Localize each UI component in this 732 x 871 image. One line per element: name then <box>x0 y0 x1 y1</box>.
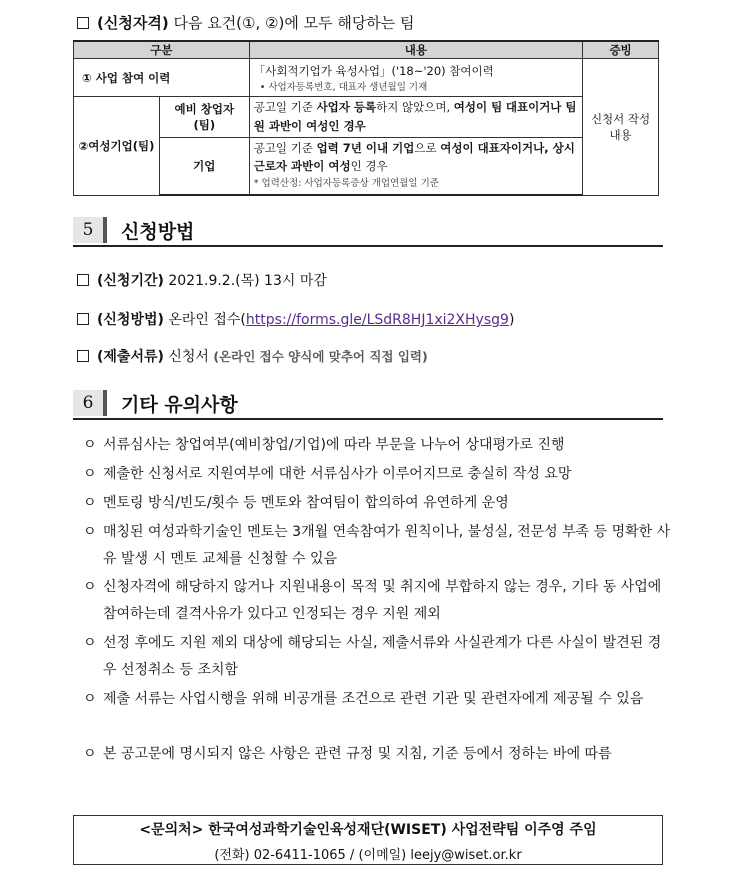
bullet-icon: ㅇ <box>83 437 97 453</box>
list-item <box>83 519 673 573</box>
table-row <box>74 97 659 138</box>
section-5-header <box>73 215 663 247</box>
row2-content2 <box>249 138 582 196</box>
row1-content: 「사회적기업가 육성사업」('18~'20) 참여이력 <box>253 63 494 78</box>
list-item-text: 멘토링 방식/빈도/횟수 등 멘토와 참여팀이 합의하여 유연하게 운영 <box>103 495 509 511</box>
header-content: 내용 <box>249 41 582 59</box>
row2-note: * 업력산정: 사업자등록증상 개업연월일 기준 <box>253 178 439 189</box>
item-text: ) <box>508 312 515 328</box>
item-label: (제출서류) <box>97 349 164 365</box>
content1-part: 하지 않았으며, <box>376 100 451 114</box>
list-item <box>83 432 673 459</box>
section-number: 5 <box>73 217 107 243</box>
row1-content-cell <box>249 59 582 97</box>
bullet-icon: ㅇ <box>83 466 97 482</box>
eligibility-label: (신청자격) <box>97 14 169 32</box>
form-link[interactable]: https://forms.gle/LSdR8HJ1xi2XHysg9 <box>245 312 509 328</box>
checkbox-square-icon <box>77 313 89 325</box>
list-item <box>83 686 673 713</box>
row1-category: ① 사업 참여 이력 <box>74 59 250 97</box>
list-item-text: 신청자격에 해당하지 않거나 지원내용이 목적 및 취지에 부합하지 않는 경우, 기타 동 사업에 참여하는데 결격사유가 있다고 인정되는 경우 지원 제외 <box>103 579 662 622</box>
evidence-cell: 신청서 작성내용 <box>583 59 659 196</box>
eligibility-table <box>73 40 659 196</box>
list-item <box>83 574 673 628</box>
row1-note: • 사업자등록번호, 대표자 생년월일 기재 <box>259 81 428 93</box>
content2-part: 으로 <box>414 141 437 155</box>
header-evidence: 증빙 <box>583 41 659 59</box>
bullet-icon: ㅇ <box>83 746 97 762</box>
bullet-icon: ㅇ <box>83 635 97 651</box>
bullet-icon: ㅇ <box>83 495 97 511</box>
eligibility-heading <box>77 12 415 33</box>
list-item <box>83 630 673 684</box>
item-text: 신청서 <box>168 349 209 365</box>
content2-bold: 업력 7년 이내 기업 <box>316 141 415 155</box>
section-title: 신청방법 <box>121 221 195 243</box>
row2-category: ②여성기업(팀) <box>74 97 160 196</box>
header-category: 구분 <box>74 41 250 59</box>
list-item-text: 제출 서류는 사업시행을 위해 비공개를 조건으로 관련 기관 및 관련자에게 제공될 수 있음 <box>103 691 644 707</box>
section-number: 6 <box>73 390 107 416</box>
row2-content1 <box>249 97 582 138</box>
list-item-text: 서류심사는 창업여부(예비창업/기업)에 따라 부문을 나누어 상대평가로 진행 <box>103 437 565 453</box>
submit-documents <box>77 346 428 366</box>
apply-period <box>77 270 327 290</box>
eligibility-text: 다음 요건(①, ②)에 모두 해당하는 팀 <box>173 14 415 32</box>
contact-line-1: <문의처> 한국여성과학기술인육성재단(WISET) 사업전략팀 이주영 주임 <box>139 822 597 838</box>
row2-sub2: 기업 <box>159 138 249 196</box>
bullet-icon: ㅇ <box>83 579 97 595</box>
content2-bold: 여성이 대표자이거나, 상시근로자 과반이 여성 <box>253 141 575 173</box>
table-row <box>74 138 659 196</box>
content1-bold: 사업자 등록 <box>316 100 377 114</box>
list-item-text: 매칭된 여성과학기술인 멘토는 3개월 연속참여가 원칙이나, 불성실, 전문성 부족 등 명확한 사유 발생 시 멘토 교체를 신청할 수 있음 <box>103 524 671 567</box>
apply-method <box>77 309 514 329</box>
item-label: (신청기간) <box>97 273 164 289</box>
item-text: 2021.9.2.(목) 13시 마감 <box>168 273 327 289</box>
list-item-text: 선정 후에도 지원 제외 대상에 해당되는 사실, 제출서류와 사실관계가 다른 사실이 발견된 경우 선정취소 등 조치함 <box>103 635 662 678</box>
item-label: (신청방법) <box>97 312 164 328</box>
bullet-icon: ㅇ <box>83 691 97 707</box>
content2-part: 공고일 기준 <box>253 141 313 155</box>
content1-bold: 여성이 팀 <box>453 100 503 114</box>
list-item <box>83 741 673 768</box>
list-item <box>83 490 673 517</box>
list-item-text: 제출한 신청서로 지원여부에 대한 서류심사가 이루어지므로 충실히 작성 요망 <box>103 466 572 482</box>
content1-bold: 대표이거나 팀원 과반이 여성인 경우 <box>253 100 577 133</box>
item-text: 온라인 접수( <box>168 312 246 328</box>
content1-part: 공고일 기준 <box>253 100 313 114</box>
checkbox-square-icon <box>77 274 89 286</box>
contact-box <box>73 815 663 865</box>
checkbox-square-icon <box>77 17 89 29</box>
section-6-header <box>73 388 663 420</box>
item-extra: (온라인 접수 양식에 맞추어 직접 입력) <box>213 349 428 364</box>
checkbox-square-icon <box>77 350 89 362</box>
contact-line-2: (전화) 02-6411-1065 / (이메일) leejy@wiset.or.kr <box>214 848 522 863</box>
table-row <box>74 59 659 97</box>
section-title: 기타 유의사항 <box>121 394 238 416</box>
row2-sub1: 예비 창업자(팀) <box>159 97 249 138</box>
content2-part: 인 경우 <box>350 159 388 173</box>
list-item <box>83 461 673 488</box>
bullet-icon: ㅇ <box>83 524 97 540</box>
list-item-text: 본 공고문에 명시되지 않은 사항은 관련 규정 및 지침, 기준 등에서 정하는 바에 따름 <box>103 746 612 762</box>
table-header-row <box>74 41 659 59</box>
